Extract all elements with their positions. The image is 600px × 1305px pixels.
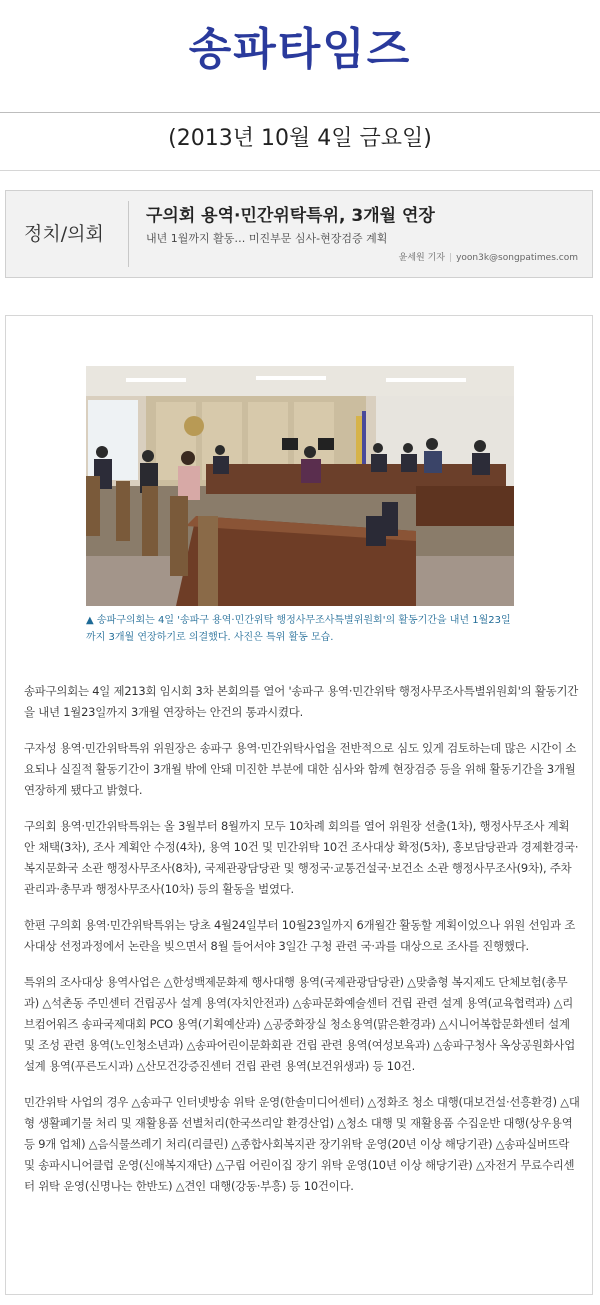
site-logo[interactable]: 송파타임즈 <box>188 24 412 75</box>
article-photo <box>86 366 514 606</box>
reporter-name: 윤세원 기자 <box>398 253 446 263</box>
reporter-email[interactable]: yoon3k@songpatimes.com <box>456 253 578 263</box>
paragraph: 한편 구의회 용역·민간위탁특위는 당초 4월24일부터 10월23일까지 6개월간 활동할 계획이었으나 위원 선임과 조사대상 선정과정에서 논란을 빚으면서 8월 들어서야 3일간 구청 관련 국·과를 대상으로 조사를 진행했다. <box>24 918 576 953</box>
paragraph: 구자성 용역·민간위탁특위 위원장은 송파구 용역·민간위탁사업을 전반적으로 심도 있게 검토하는데 많은 시간이 소요되나 실질적 활동기간이 3개월 밖에 안돼 미진한 부분에 대한 심사와 함께 현장검증 등을 위해 활동기간을 3개월 연장하게 됐다고 밝혔다. <box>24 741 577 797</box>
byline-separator: | <box>449 253 453 263</box>
byline <box>399 251 578 265</box>
article-subheadline: 내년 1월까지 활동… 미진부문 심사-현장검증 계획 <box>146 232 388 245</box>
article-header <box>5 190 593 278</box>
article-body <box>5 315 593 1295</box>
issue-date: (2013년 10월 4일 금요일) <box>168 126 432 151</box>
article-headline: 구의회 용역·민간위탁특위, 3개월 연장 <box>146 206 435 226</box>
masthead <box>0 0 600 100</box>
article-text <box>24 681 580 1212</box>
paragraph: 민간위탁 사업의 경우 △송파구 인터넷방송 위탁 운영(한솔미디어센터) △정화조 청소 대행(대보건설·선흥환경) △대형 생활폐기물 처리 및 재활용품 선별처리(한국쓰리알 환경산업) △청소 대행 및 재활용품 수집운반 대행(상우용역 등 9개 업체) △음식물쓰레기 처리(리클린) △종합사회복지관 장기위탁 운영(20년 이상 해당기관) △송파실버뜨락 및 송파시니어클럽 운영(신애복지재단) △구립 어린이집 장기 위탁 운영(10년 이상 해당기관) △자전거 무료수리센터 위탁 운영(신명나는 한반도) △견인 대행(강동·부흥) 등 10건이다. <box>24 1095 580 1193</box>
divider <box>128 201 129 267</box>
paragraph: 특위의 조사대상 용역사업은 △한성백제문화제 행사대행 용역(국제관광담당관) △맞춤형 복지제도 단체보험(총무과) △석촌동 주민센터 건립공사 설계 용역(자치안전과) △송파문화예술센터 건립 관련 설계 용역(교육협력과) △리브컴어워즈 송파국제대회 PCO 용역(기획예산과) △공중화장실 청소용역(맑은환경과) △시니어복합문화센터 설계 및 조성 관련 용역(노인청소년과) △송파어린이문화회관 건립 관련 용역(여성보육과) △송파구청사 옥상공원화사업 설계 용역(푸른도시과) △산모건강증진센터 건립 관련 용역(보건위생과) 등 10건. <box>24 975 576 1073</box>
paragraph: 구의회 용역·민간위탁특위는 올 3월부터 8월까지 모두 10차례 회의를 열어 위원장 선출(1차), 행정사무조사 계획안 채택(3차), 조사 계획안 수정(4차), 용역 10건 및 민간위탁 10건 조사대상 확정(5차), 홍보담당관과 경제환경국·복지문화국 소관 행정사무조사(8차), 국제관광담당관 및 행정국·교통건설국·보건소 소관 행정사무조사(9차), 주차관리과·총무과 행정사무조사(10차) 등의 활동을 벌였다. <box>24 819 579 896</box>
divider <box>0 170 600 171</box>
council-meeting-photo <box>86 366 514 606</box>
photo-caption: ▲ 송파구의회는 4일 '송파구 용역·민간위탁 행정사무조사특별위원회'의 활동기간을 내년 1월23일까지 3개월 연장하기로 의결했다. 사진은 특위 활동 모습. <box>86 615 511 643</box>
paragraph: 송파구의회는 4일 제213회 임시회 3차 본회의를 열어 '송파구 용역·민간위탁 행정사무조사특별위원회'의 활동기간을 내년 1월23일까지 3개월 연장하는 안건의 통과시켰다. <box>24 684 579 719</box>
section-label: 정치/의회 <box>24 223 104 245</box>
divider <box>0 112 600 113</box>
